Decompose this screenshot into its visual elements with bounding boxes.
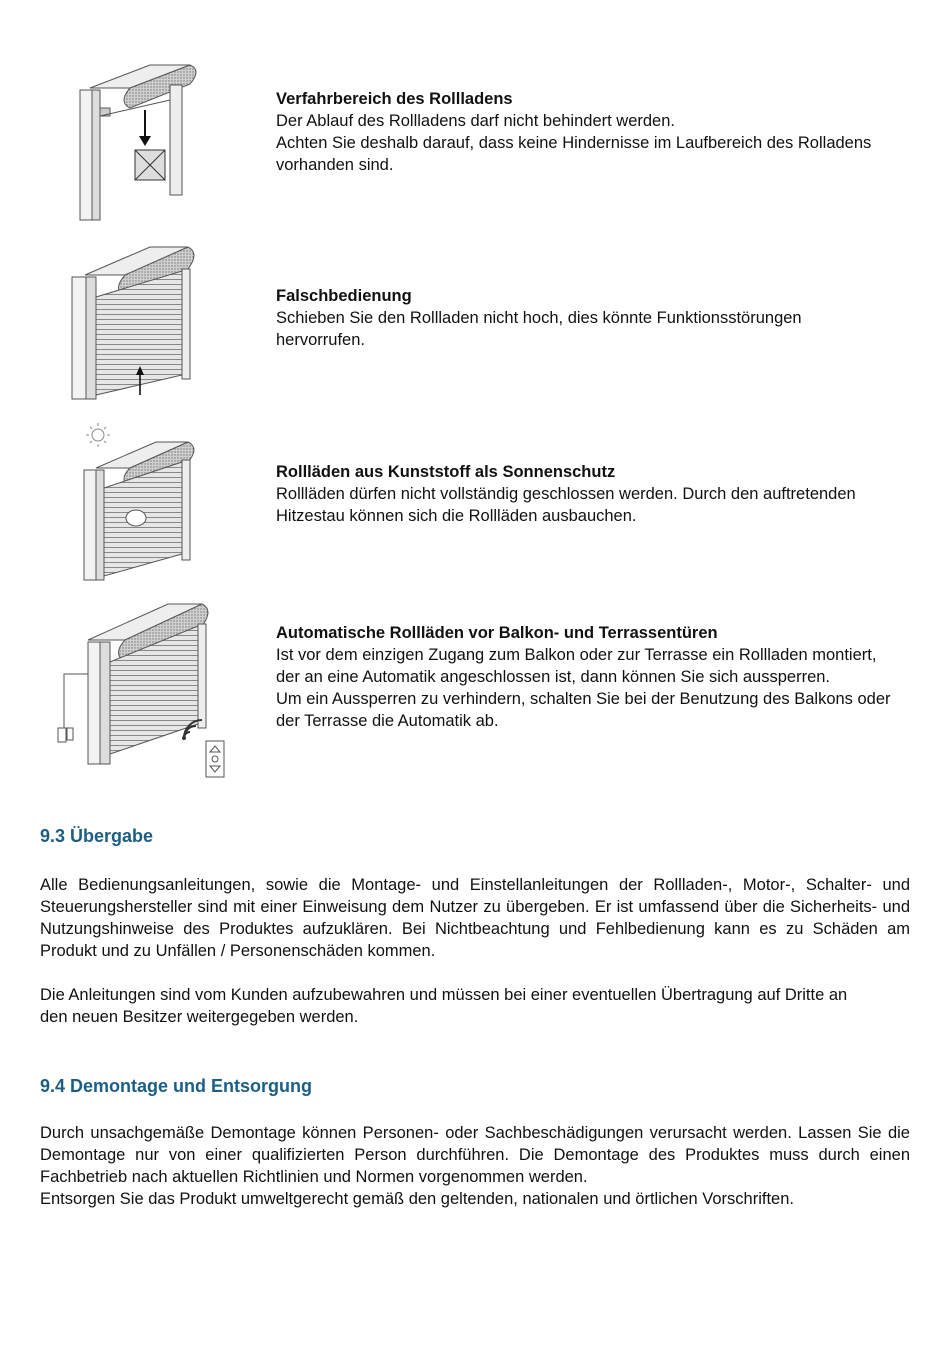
shutter-automatic-remote-icon [50, 596, 230, 781]
shutter-obstacle-icon [60, 50, 210, 225]
note-automatic-shutters [276, 622, 896, 732]
note-obstacle [276, 88, 886, 176]
shutter-push-up-icon [60, 235, 210, 405]
note-line: Um ein Aussperren zu verhindern, schalten Sie bei der Benutzung des Balkons oder der Terrasse die Automatik ab. [276, 690, 891, 730]
paragraph-uebergabe-2: Die Anleitungen sind vom Kunden aufzubewahren und müssen bei einer eventuellen Übertragung auf Dritte an den neuen Besitzer weitergegeben werden. [40, 986, 848, 1026]
paragraph-demontage-1: Durch unsachgemäße Demontage können Personen- oder Sachbeschädigungen verursacht werden. Lassen Sie die Demontage nur von einer qualifizierten Person durchführen. Die Demontage des Produktes muss durch einen Fachbetrieb nach aktuellen Richtlinien und Normen vorgenommen werden. [40, 1124, 910, 1186]
section-heading-demontage: 9.4 Demontage und Entsorgung [40, 1076, 313, 1096]
note-title: Verfahrbereich des Rollladens [276, 90, 513, 108]
note-title: Rollläden aus Kunststoff als Sonnenschutz [276, 463, 616, 481]
note-wrong-operation [276, 285, 886, 351]
note-title: Automatische Rollläden vor Balkon- und Terrassentüren [276, 624, 718, 642]
note-sun-protection [276, 461, 886, 527]
note-line: Der Ablauf des Rollladens darf nicht behindert werden. [276, 112, 675, 130]
section-heading-uebergabe: 9.3 Übergabe [40, 826, 154, 846]
note-line: Schieben Sie den Rollladen nicht hoch, dies könnte Funktionsstörungen hervorrufen. [276, 309, 802, 349]
note-line: Achten Sie deshalb darauf, dass keine Hindernisse im Laufbereich des Rolladens vorhanden sind. [276, 134, 872, 174]
paragraph-demontage-2: Entsorgen Sie das Produkt umweltgerecht gemäß den geltenden, nationalen und örtlichen Vorschriften. [40, 1190, 794, 1208]
note-title: Falschbedienung [276, 287, 412, 305]
note-line: Rollläden dürfen nicht vollständig geschlossen werden. Durch den auftretenden Hitzestau können sich die Rollläden ausbauchen. [276, 485, 856, 525]
note-line: Ist vor dem einzigen Zugang zum Balkon oder zur Terrasse ein Rollladen montiert, der an eine Automatik angeschlossen ist, dann können Sie sich aussperren. [276, 646, 877, 686]
paragraph-uebergabe-1: Alle Bedienungsanleitungen, sowie die Montage- und Einstellanleitungen der Rollladen-, Motor-, Schalter- und Steuerungshersteller sind mit einer Einweisung dem Nutzer zu übergeben. Er ist umfassend über die Sicherheits- und Nutzungshinweise des Produktes aufzuklären. Bei Nichtbeachtung und Fehlbedienung kann es zu Schäden am Produkt und zu Unfällen / Personenschäden kommen. [40, 876, 910, 960]
shutter-sun-icon [78, 418, 208, 583]
